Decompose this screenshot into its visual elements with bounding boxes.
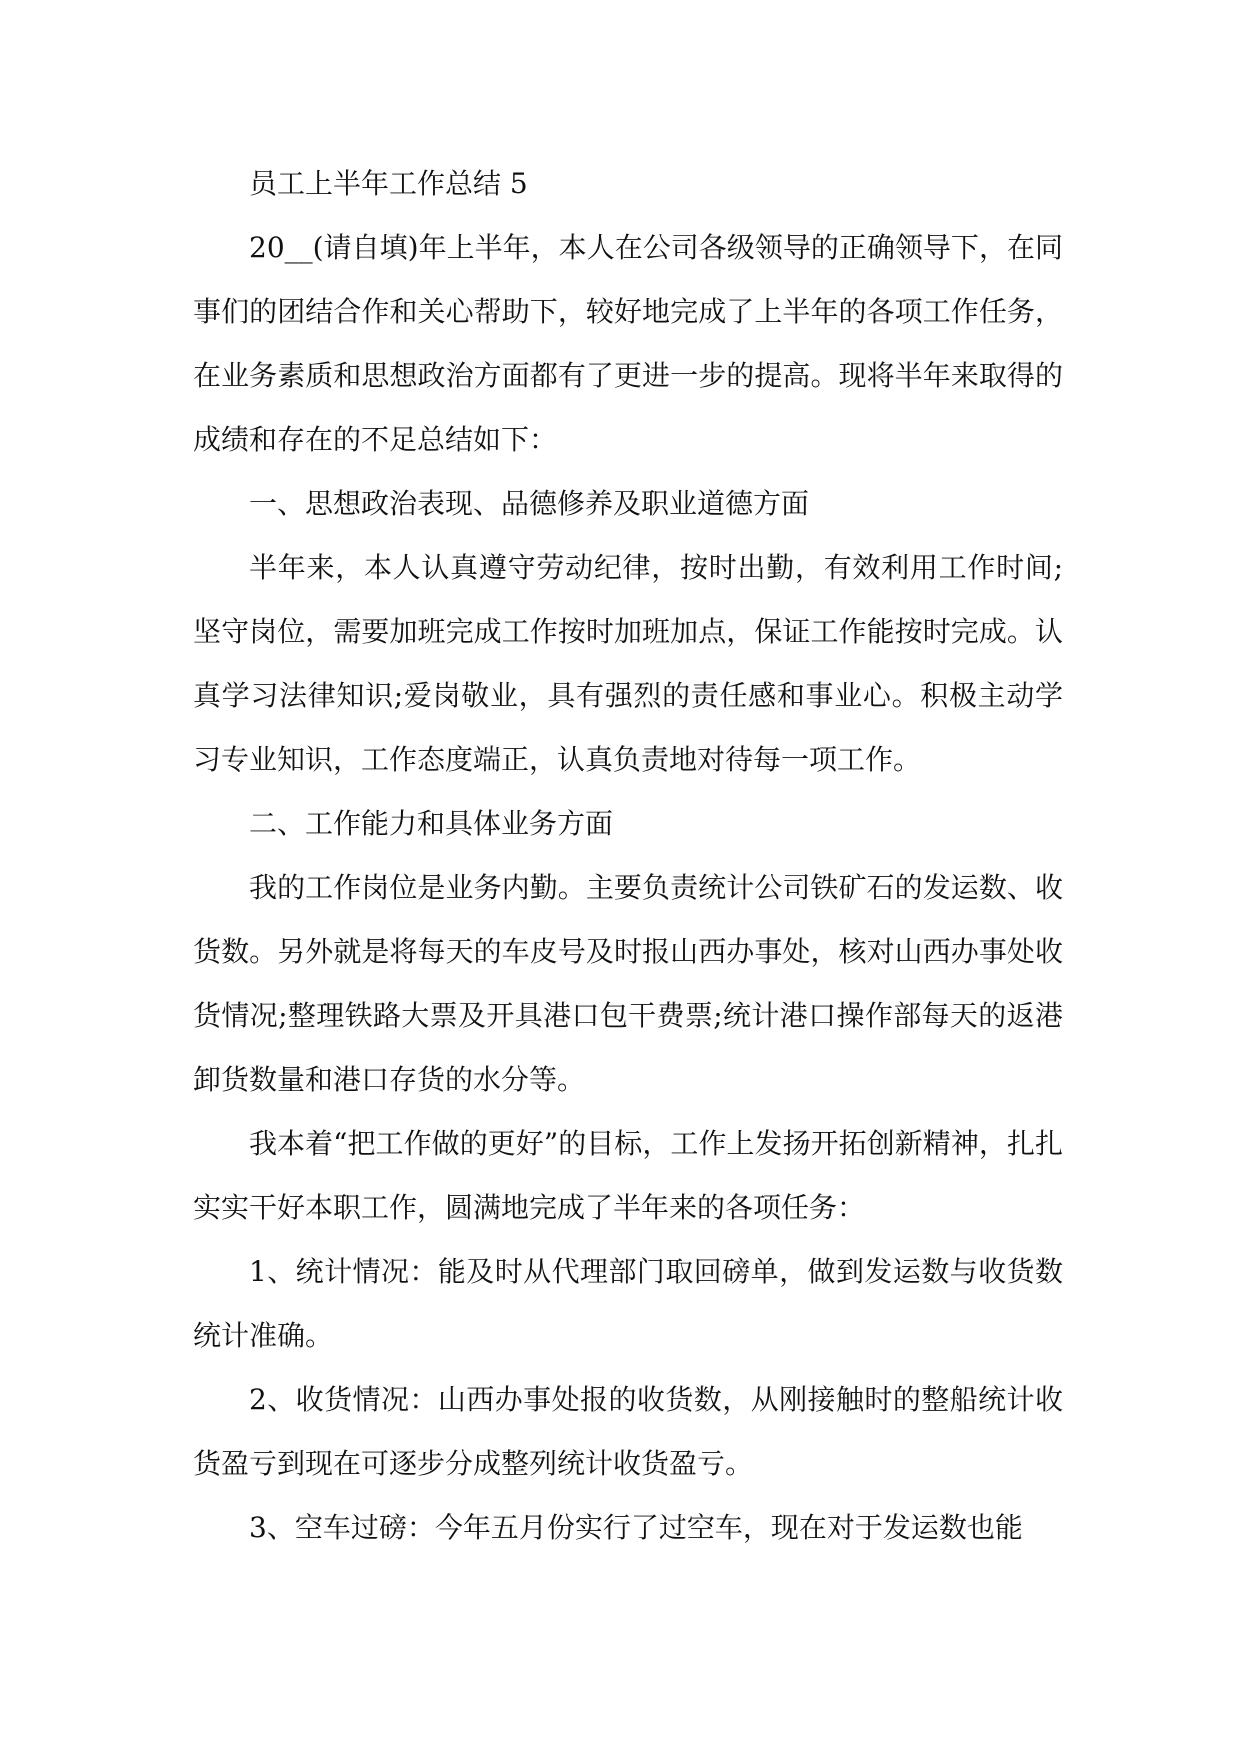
paragraph-intro: 20__(请自填)年上半年，本人在公司各级领导的正确领导下，在同事们的团结合作和关心帮助下，较好地完成了上半年的各项工作任务，在业务素质和思想政治方面都有了更进一步的提高。现将半年来取得的成绩和存在的不足总结如下： <box>193 231 1063 456</box>
document-body <box>193 152 1063 1560</box>
section-heading-1: 一、思想政治表现、品德修养及职业道德方面 <box>249 487 810 520</box>
list-item-receiving: 2、收货情况：山西办事处报的收货数，从刚接触时的整船统计收货盈亏到现在可逐步分成整列统计收货盈亏。 <box>193 1383 1063 1480</box>
list-item-weighing: 3、空车过磅：今年五月份实行了过空车，现在对于发运数也能 <box>249 1511 1023 1544</box>
paragraph-goal: 我本着“把工作做的更好”的目标，工作上发扬开拓创新精神，扎扎实实干好本职工作，圆满地完成了半年来的各项任务： <box>193 1127 1063 1224</box>
section-heading-2: 二、工作能力和具体业务方面 <box>249 807 614 840</box>
paragraph-duties: 我的工作岗位是业务内勤。主要负责统计公司铁矿石的发运数、收货数。另外就是将每天的车皮号及时报山西办事处，核对山西办事处收货情况;整理铁路大票及开具港口包干费票;统计港口操作部每天的返港卸货数量和港口存货的水分等。 <box>193 871 1063 1096</box>
paragraph-section-1: 半年来，本人认真遵守劳动纪律，按时出勤，有效利用工作时间;坚守岗位，需要加班完成工作按时加班加点，保证工作能按时完成。认真学习法律知识;爱岗敬业，具有强烈的责任感和事业心。积极主动学习专业知识，工作态度端正，认真负责地对待每一项工作。 <box>193 551 1063 776</box>
document-title: 员工上半年工作总结 5 <box>249 167 528 200</box>
list-item-statistics: 1、统计情况：能及时从代理部门取回磅单，做到发运数与收货数统计准确。 <box>193 1255 1063 1352</box>
